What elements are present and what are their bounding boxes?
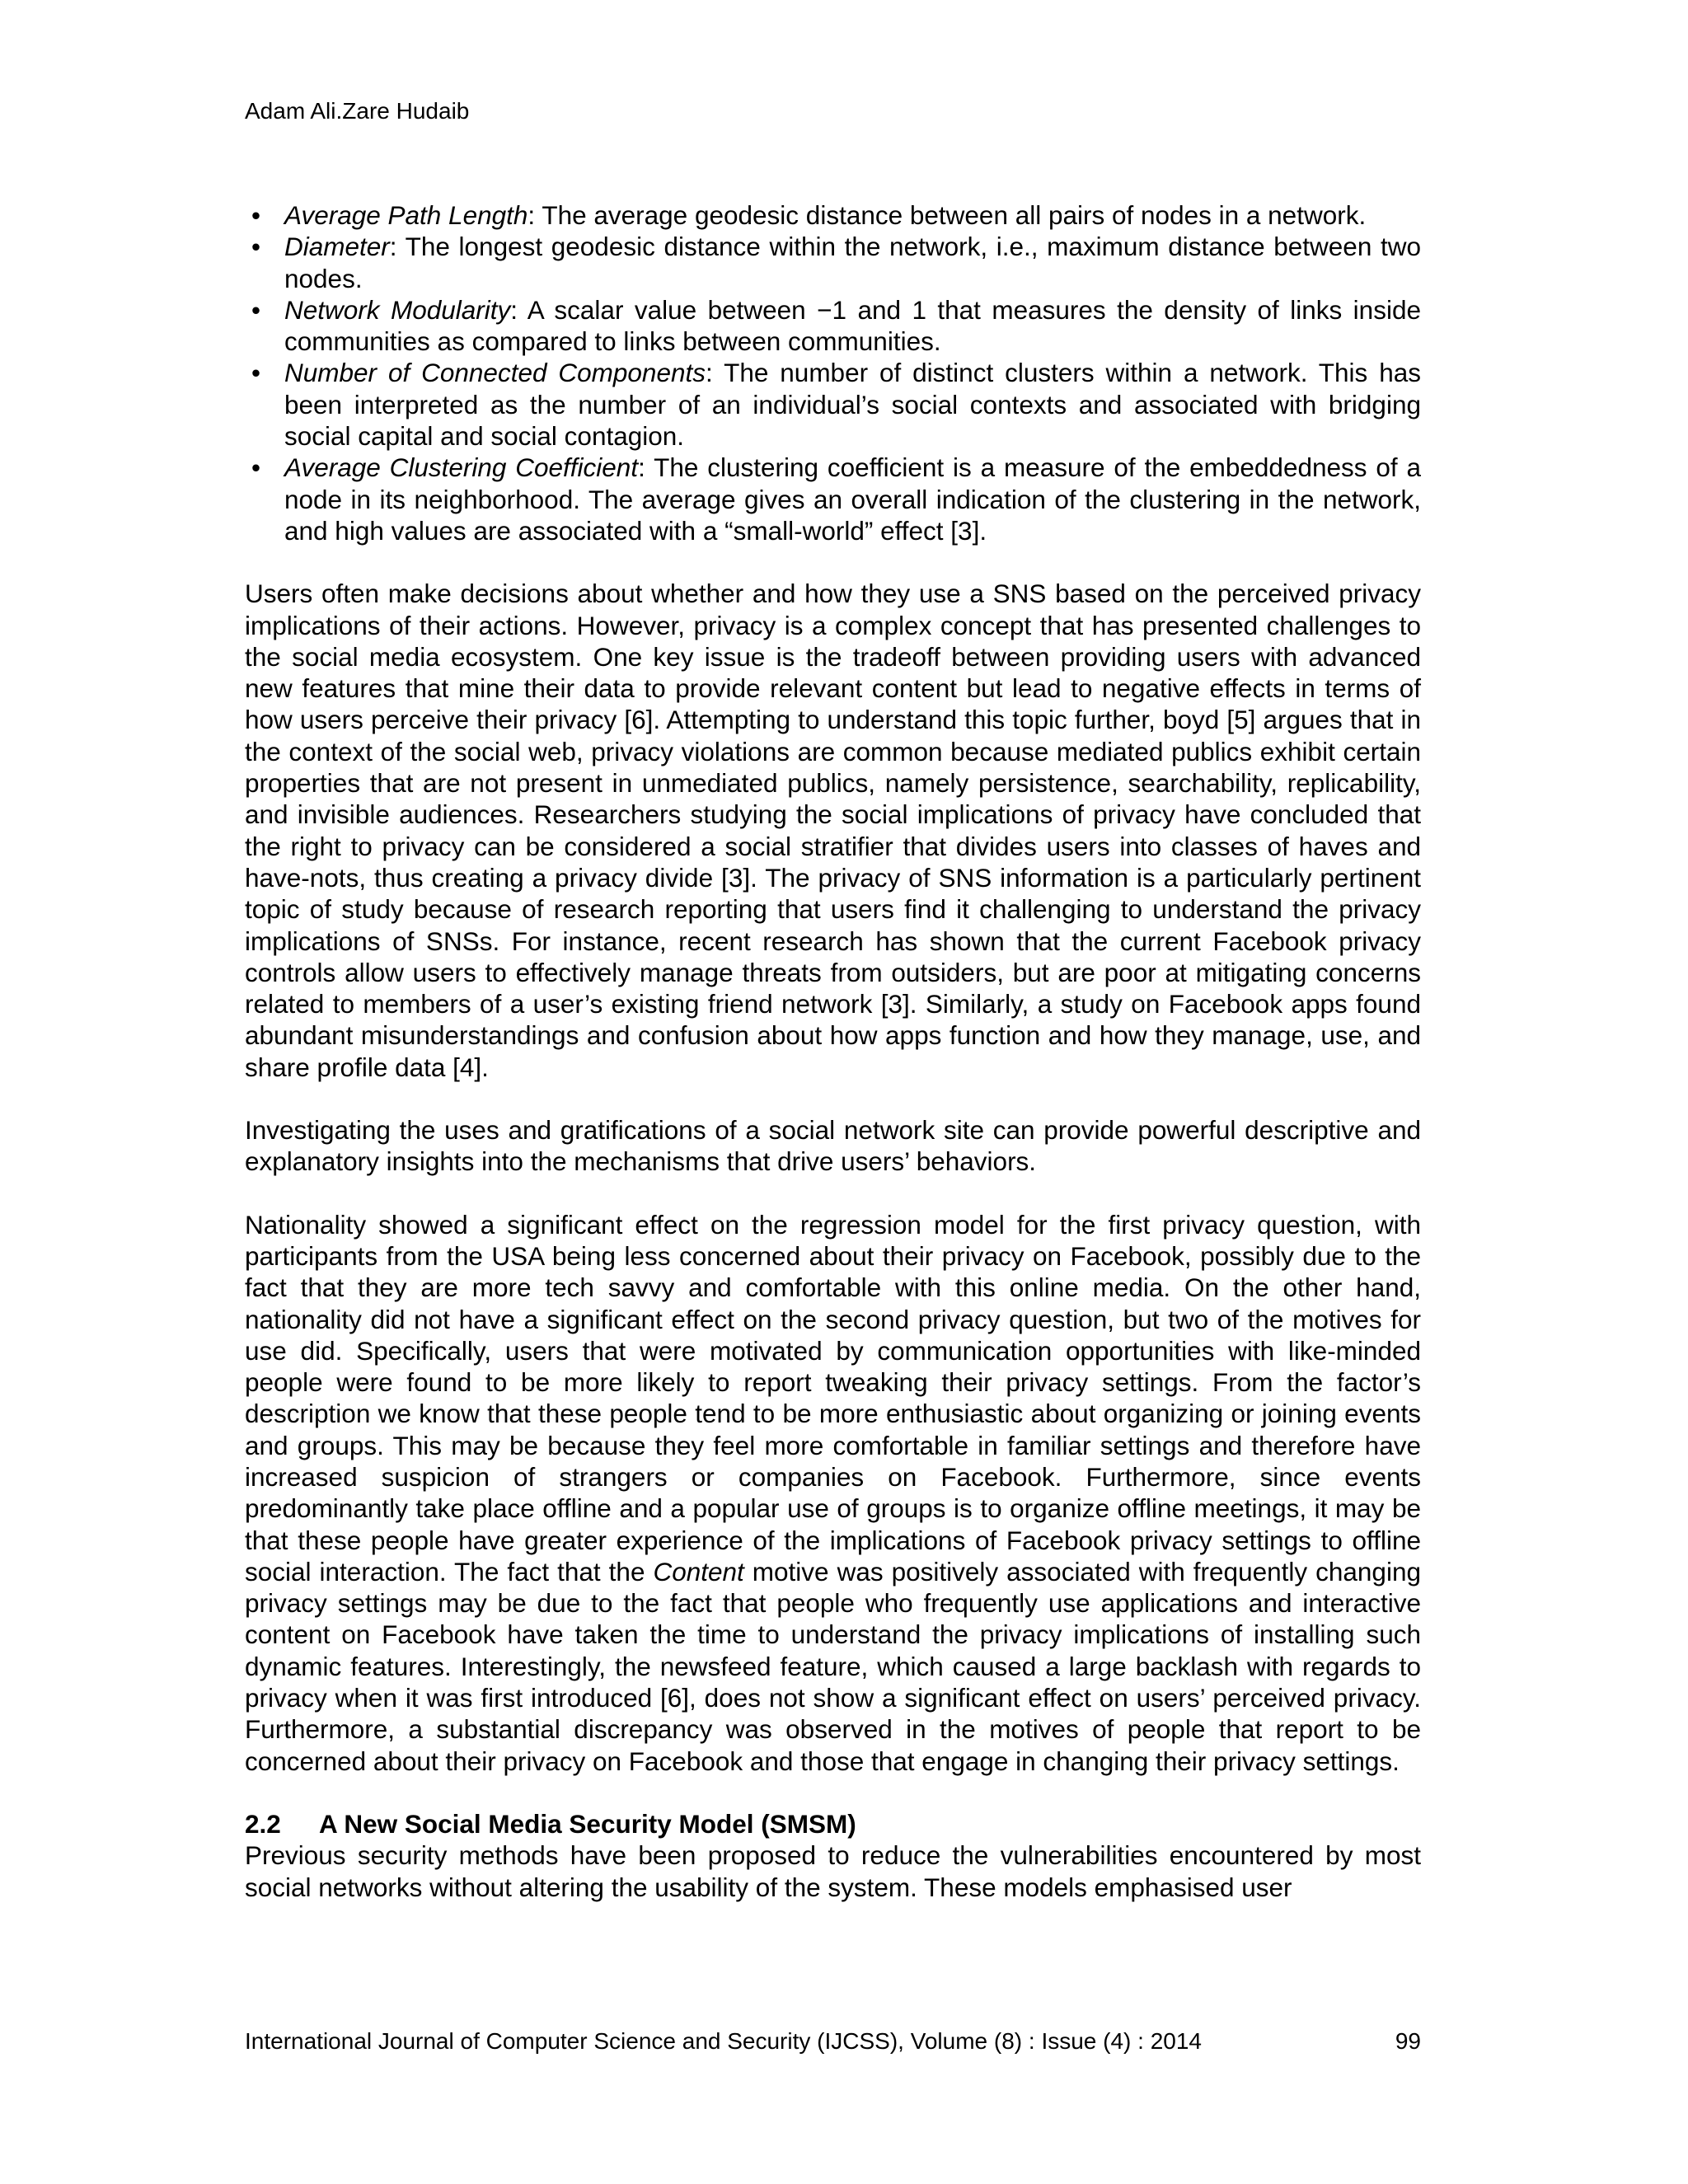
- bullet-dot-icon: •: [251, 200, 261, 230]
- section-heading: [245, 1808, 1421, 1840]
- paragraph-spacer: [245, 546, 1421, 578]
- bullet-text: : The longest geodesic distance within the network, i.e., maximum distance between two nodes.: [284, 232, 1421, 293]
- running-head-author: Adam Ali.Zare Hudaib: [245, 98, 470, 124]
- paragraph-text: motive was positively associated with frequently changing privacy settings may be due to the fact that people who frequently use applications and interactive content on Facebook have taken the time to understand the privacy implications of installing such dynamic features. Interestingly, the newsfeed feature, which caused a large backlash with regards to privacy when it was first introduced [6], does not show a significant effect on users’ perceived privacy. Furthermore, a substantial discrepancy was observed in the motives of people that report to be concerned about their privacy on Facebook and those that engage in changing their privacy settings.: [245, 1556, 1421, 1776]
- bullet-text: : The average geodesic distance between all pairs of nodes in a network.: [528, 200, 1367, 230]
- bullet-item-network-modularity: [245, 294, 1421, 358]
- paragraph-spacer: [245, 1083, 1421, 1114]
- paragraph-nationality: [245, 1209, 1421, 1777]
- bullet-item-diameter: [245, 231, 1421, 294]
- paragraph-italic-term: Content: [653, 1556, 744, 1586]
- paragraph-spacer: [245, 1178, 1421, 1209]
- paragraph-privacy-implications: Users often make decisions about whether and how they use a SNS based on the perceived privacy implications of their actions. However, privacy is a complex concept that has presented challenges to the social media ecosystem. One key issue is the tradeoff between providing users with advanced new features that mine their data to provide relevant content but lead to negative effects in terms of how users perceive their privacy [6]. Attempting to understand this topic further, boyd [5] argues that in the context of the social web, privacy violations are common because mediated publics exhibit certain properties that are not present in unmediated publics, namely persistence, searchability, replicability, and invisible audiences. Researchers studying the social implications of privacy have concluded that the right to privacy can be considered a social stratifier that divides users into classes of haves and have-nots, thus creating a privacy divide [3]. The privacy of SNS information is a particularly pertinent topic of study because of research reporting that users find it challenging to understand the privacy implications of SNSs. For instance, recent research has shown that the current Facebook privacy controls allow users to effectively manage threats from outsiders, but are poor at mitigating concerns related to members of a user’s existing friend network [3]. Similarly, a study on Facebook apps found abundant misunderstandings and confusion about how apps function and how they manage, use, and share profile data [4].: [245, 579, 1421, 1082]
- bullet-item-connected-components: [245, 357, 1421, 452]
- bullet-text: : The clustering coefficient is a measure of the embeddedness of a node in its neighborhood. The average gives an overall indication of the clustering in the network, and high values are associated with a “small-world” effect [3].: [284, 452, 1421, 546]
- bullet-item-clustering-coefficient: [245, 452, 1421, 546]
- bullet-term: Number of Connected Components: [284, 358, 706, 388]
- paragraph-text: Nationality showed a significant effect on the regression model for the first privacy question, with participants from the USA being less concerned about their privacy on Facebook, possibly due to the fact that they are more tech savvy and comfortable with this online media. On the other hand, nationality did not have a significant effect on the second privacy question, but two of the motives for use did. Specifically, users that were motivated by communication opportunities with like-minded people were found to be more likely to report tweaking their privacy settings. From the factor’s description we know that these people tend to be more enthusiastic about organizing or joining events and groups. This may be because they feel more comfortable in familiar settings and therefore have increased suspicion of strangers or companies on Facebook. Furthermore, since events predominantly take place offline and a popular use of groups is to organize offline meetings, it may be that these people have greater experience of the implications of Facebook privacy settings to offline social interaction. The fact that the: [245, 1209, 1421, 1586]
- paragraph-spacer: [245, 1777, 1421, 1808]
- bullet-dot-icon: •: [251, 358, 261, 388]
- metrics-bullet-list: [245, 199, 1421, 546]
- bullet-item-average-path-length: [245, 199, 1421, 231]
- bullet-dot-icon: •: [251, 452, 261, 483]
- paragraph-previous-security-methods: Previous security methods have been proposed to reduce the vulnerabilities encountered by most social networks without altering the usability of the system. These models emphasised user: [245, 1840, 1421, 1902]
- bullet-term: Average Path Length: [284, 200, 528, 230]
- page-body: [245, 199, 1421, 1903]
- bullet-dot-icon: •: [251, 232, 261, 262]
- bullet-dot-icon: •: [251, 294, 261, 325]
- footer-journal-citation: International Journal of Computer Science and Security (IJCSS), Volume (8) : Issue (4) : 2014: [245, 2028, 1203, 2054]
- footer-page-number: 99: [1395, 2028, 1421, 2054]
- section-number: 2.2: [245, 1808, 281, 1839]
- paragraph-uses-gratifications: Investigating the uses and gratifications of a social network site can provide powerful descriptive and explanatory insights into the mechanisms that drive users’ behaviors.: [245, 1115, 1421, 1177]
- bullet-text: : The number of distinct clusters within a network. This has been interpreted as the number of an individual’s social contexts and associated with bridging social capital and social contagion.: [284, 358, 1421, 452]
- bullet-term: Network Modularity: [284, 294, 511, 325]
- section-title: A New Social Media Security Model (SMSM): [319, 1808, 856, 1839]
- bullet-term: Diameter: [284, 232, 390, 262]
- bullet-term: Average Clustering Coefficient: [284, 452, 639, 483]
- bullet-text: : A scalar value between −1 and 1 that measures the density of links inside communities as compared to links between communities.: [284, 294, 1421, 357]
